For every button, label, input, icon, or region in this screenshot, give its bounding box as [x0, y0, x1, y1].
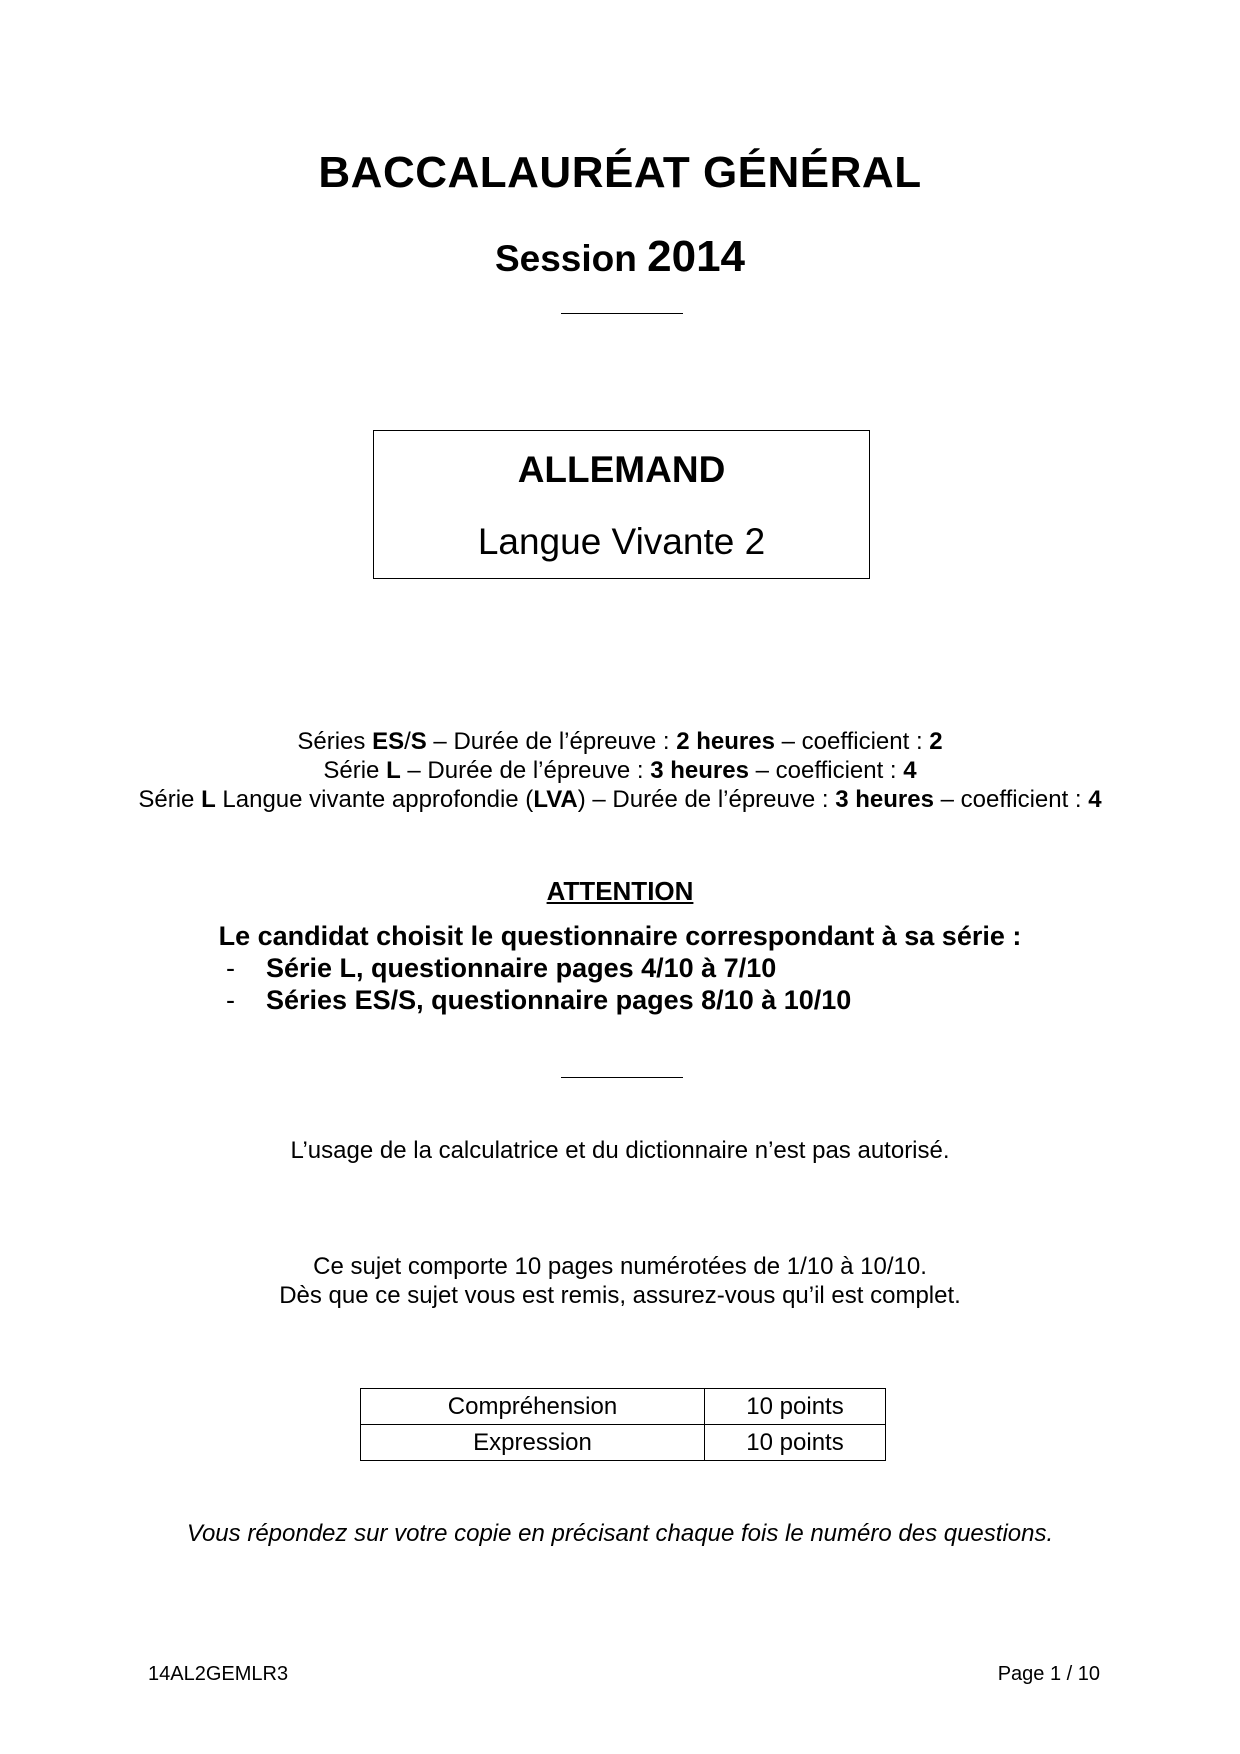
subject-code: 14AL2GEMLR3: [148, 1663, 289, 1685]
text: ES: [372, 728, 405, 755]
series-line-l: [0, 756, 1240, 785]
text: 3 heures: [650, 757, 749, 784]
series-line-es-s: [0, 727, 1240, 756]
bullet-dash: -: [226, 985, 235, 1015]
text: – coefficient :: [774, 728, 930, 755]
option-text: Série L, questionnaire pages 4/10 à 7/10: [266, 953, 777, 983]
text: S: [410, 728, 427, 755]
text: L: [201, 786, 216, 813]
attention-heading: ATTENTION: [546, 876, 694, 906]
text: ) – Durée de l’épreuve :: [577, 786, 836, 813]
divider-middle: [561, 1077, 683, 1078]
option-series-es-s: [226, 985, 851, 1016]
bullet-dash: -: [226, 953, 235, 983]
option-text: Séries ES/S, questionnaire pages 8/10 à 10/10: [266, 985, 852, 1015]
table-cell-part: Expression: [361, 1425, 705, 1461]
table-cell-part: Compréhension: [361, 1389, 705, 1425]
session-label: Session: [494, 238, 637, 279]
table-row: [361, 1389, 886, 1425]
text: Série: [323, 757, 387, 784]
text: Langue vivante approfondie (: [215, 786, 534, 813]
series-line-lva: [0, 785, 1240, 814]
table-cell-points: 10 points: [705, 1389, 886, 1425]
exam-title: BACCALAURÉAT GÉNÉRAL: [318, 148, 922, 197]
text: Série: [138, 786, 202, 813]
text: 4: [903, 757, 917, 784]
pages-count: Ce sujet comporte 10 pages numérotées de 1/10 à 10/10.: [313, 1253, 927, 1280]
text: – Durée de l’épreuve :: [400, 757, 651, 784]
attention-intro: Le candidat choisit le questionnaire correspondant à sa série :: [218, 921, 1022, 951]
series-info: [0, 727, 1240, 814]
text: Séries: [297, 728, 373, 755]
subject-level: Langue Vivante 2: [477, 521, 766, 562]
scoring-table: [360, 1388, 886, 1461]
text: 2: [929, 728, 943, 755]
session-year: 2014: [647, 232, 746, 281]
calculator-notice: L’usage de la calculatrice et du dictionnaire n’est pas autorisé.: [290, 1137, 950, 1164]
text: 2 heures: [676, 728, 775, 755]
divider-top: [561, 313, 683, 314]
option-serie-l: [226, 953, 776, 984]
text: – Durée de l’épreuve :: [426, 728, 677, 755]
session-heading: [0, 232, 1240, 282]
text: 3 heures: [835, 786, 934, 813]
table-row: [361, 1425, 886, 1461]
table-cell-points: 10 points: [705, 1425, 886, 1461]
answer-instruction: Vous répondez sur votre copie en précisant chaque fois le numéro des questions.: [186, 1520, 1054, 1547]
pages-notice: [0, 1252, 1240, 1310]
page-number: Page 1 / 10: [997, 1663, 1100, 1685]
text: – coefficient :: [933, 786, 1089, 813]
text: L: [386, 757, 401, 784]
pages-check: Dès que ce sujet vous est remis, assurez-vous qu’il est complet.: [279, 1282, 961, 1309]
text: /: [404, 728, 411, 755]
text: 4: [1088, 786, 1102, 813]
text: – coefficient :: [748, 757, 904, 784]
text: LVA: [533, 786, 578, 813]
subject-box: [373, 430, 870, 579]
subject-name: ALLEMAND: [517, 449, 726, 490]
